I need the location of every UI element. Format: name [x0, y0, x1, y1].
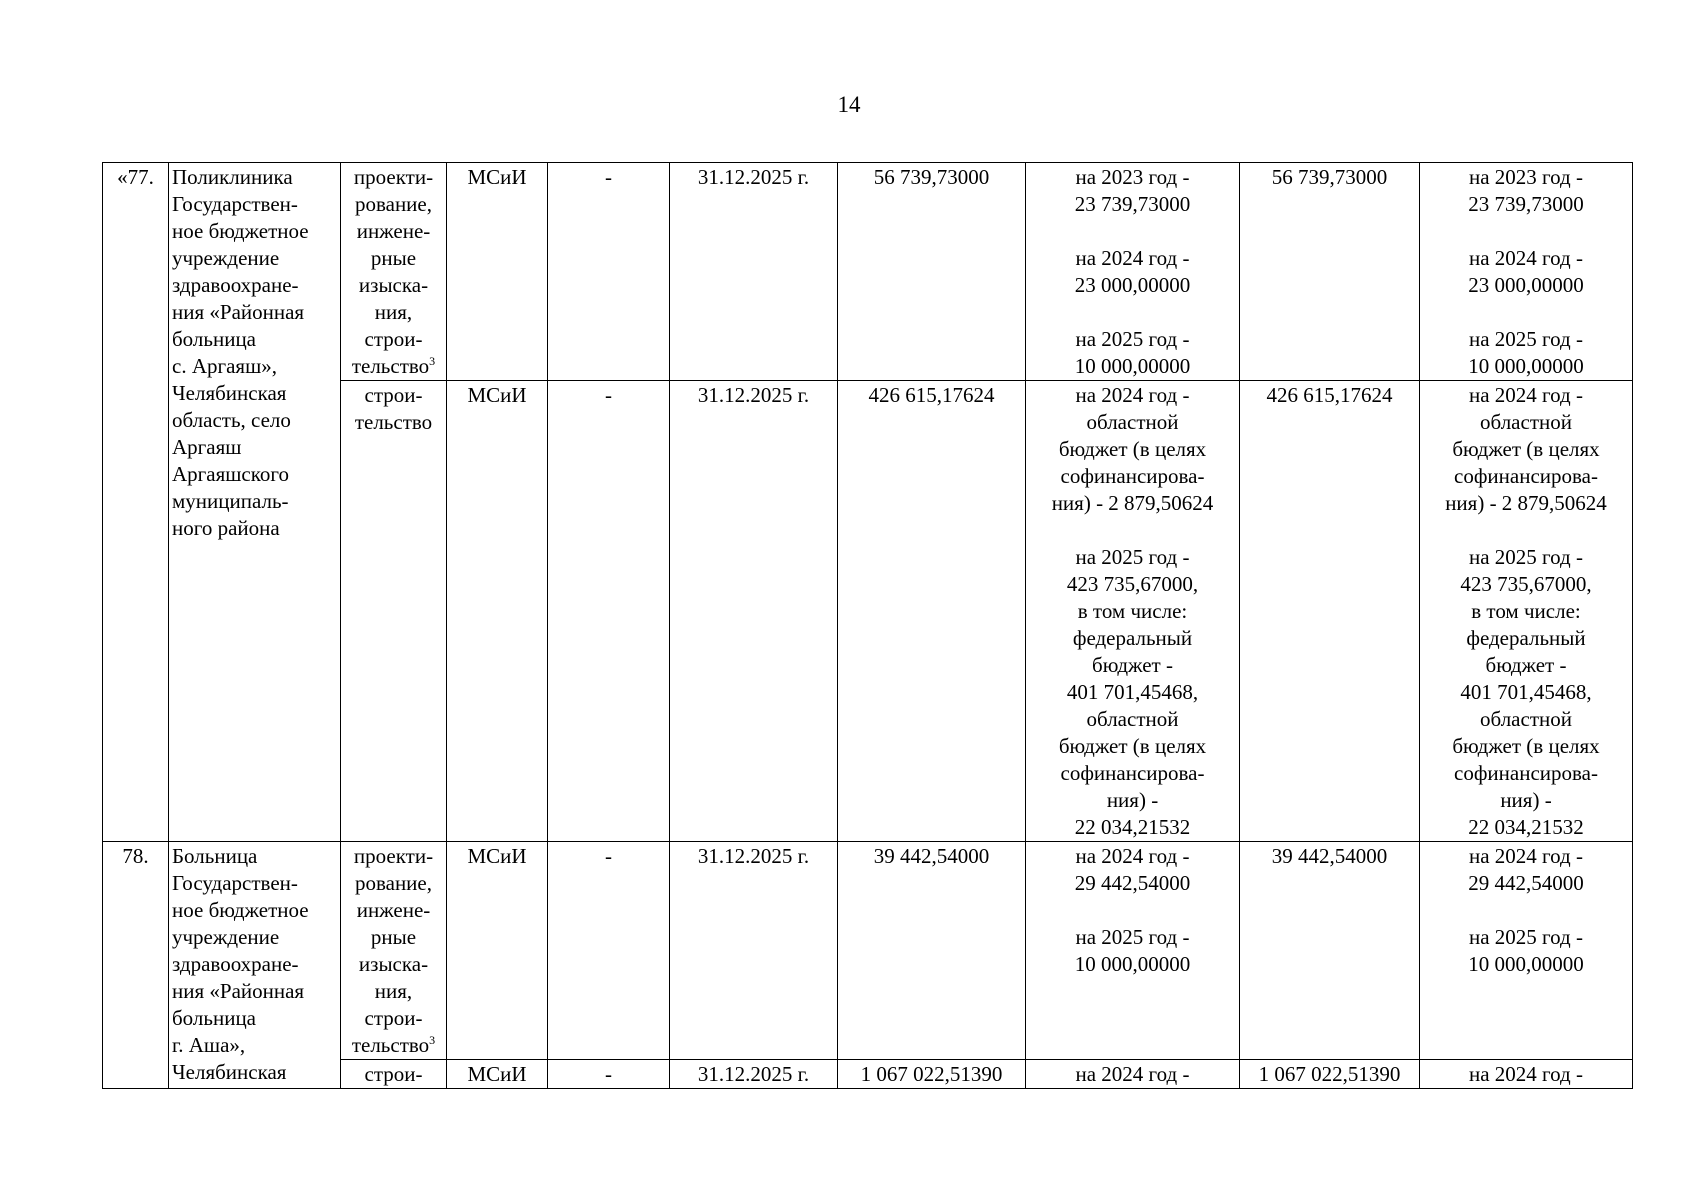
dash-cell: -	[548, 842, 670, 1060]
allocated-schedule-cell	[1420, 1060, 1633, 1089]
funding-line: 23 739,73000	[1074, 192, 1191, 216]
estimated-cost-cell: 426 615,17624	[838, 381, 1026, 842]
allocated-cost-cell: 1 067 022,51390	[1240, 1060, 1420, 1089]
work-type-line: строи-	[364, 1062, 423, 1086]
funding-schedule-cell	[1026, 842, 1240, 1060]
object-name-line: муниципаль-	[172, 489, 289, 513]
allocated-funding-line: бюджет (в целях	[1452, 437, 1600, 461]
allocated-funding-line: на 2025 год -	[1469, 925, 1583, 949]
funding-line: бюджет (в целях	[1058, 437, 1207, 461]
object-name-cell	[169, 163, 341, 842]
group-gap	[1029, 299, 1236, 326]
funding-line: 22 034,21532	[1074, 815, 1191, 839]
row-number-cell: 78.	[103, 842, 169, 1089]
work-type-line: строи-	[364, 327, 423, 351]
group-gap	[1423, 218, 1629, 245]
allocated-funding-line: областной	[1480, 410, 1572, 434]
allocated-schedule-cell	[1420, 163, 1633, 381]
work-type-line: рование,	[354, 871, 432, 895]
work-type-line: изыска-	[358, 273, 429, 297]
allocated-funding-line: на 2025 год -	[1469, 545, 1583, 569]
dash-cell: -	[548, 1060, 670, 1089]
work-type-cell	[341, 1060, 447, 1089]
deadline-cell: 31.12.2025 г.	[670, 381, 838, 842]
object-name-line: Челябинская	[172, 1060, 287, 1084]
object-name-line: больница	[172, 327, 256, 351]
allocated-cost-cell: 39 442,54000	[1240, 842, 1420, 1060]
deadline-cell: 31.12.2025 г.	[670, 163, 838, 381]
object-name-line: г. Аша»,	[172, 1033, 246, 1057]
funding-schedule-cell	[1026, 163, 1240, 381]
funding-line: областной	[1086, 410, 1179, 434]
allocated-funding-line: 401 701,45468,	[1460, 680, 1592, 704]
dash-cell: -	[548, 163, 670, 381]
work-type-cell	[341, 381, 447, 842]
work-type-line: ния,	[374, 300, 413, 324]
allocated-funding-line: софинансирова-	[1454, 464, 1598, 488]
object-name-line: Поликлиника	[172, 165, 293, 189]
dash-cell: -	[548, 381, 670, 842]
estimated-cost-cell: 56 739,73000	[838, 163, 1026, 381]
customer-cell: МСиИ	[447, 381, 548, 842]
object-name-line: ное бюджетное	[172, 898, 309, 922]
customer-cell: МСиИ	[447, 1060, 548, 1089]
object-name-line: Государствен-	[172, 871, 298, 895]
funding-line: на 2025 год -	[1075, 545, 1190, 569]
allocated-funding-line: 22 034,21532	[1468, 815, 1584, 839]
work-type-cell	[341, 163, 447, 381]
allocated-funding-line: на 2025 год -	[1469, 327, 1583, 351]
allocated-funding-line: 10 000,00000	[1468, 354, 1584, 378]
funding-schedule-cell	[1026, 381, 1240, 842]
footnote-mark: 3	[429, 1033, 436, 1047]
object-name-line: ния «Районная	[172, 300, 305, 324]
work-type-line: тельство$^3$	[351, 354, 436, 378]
estimated-cost-cell: 39 442,54000	[838, 842, 1026, 1060]
work-type-line: тельство$^3$	[351, 1033, 436, 1057]
group-gap	[1029, 218, 1236, 245]
work-type-line: рные	[370, 246, 417, 270]
object-name-line: ное бюджетное	[172, 219, 309, 243]
table-row	[103, 842, 1633, 1060]
allocated-funding-line: 29 442,54000	[1468, 871, 1584, 895]
work-type-line: изыска-	[358, 952, 429, 976]
group-gap	[1423, 897, 1629, 924]
object-name-line: Больница	[172, 844, 258, 868]
funding-line: 401 701,45468,	[1066, 680, 1199, 704]
funding-line: на 2024 год -	[1075, 1062, 1190, 1086]
funding-line: 423 735,67000,	[1066, 572, 1199, 596]
allocated-funding-line: 423 735,67000,	[1460, 572, 1592, 596]
table-row	[103, 163, 1633, 381]
allocated-cost-cell: 56 739,73000	[1240, 163, 1420, 381]
object-name-line: больница	[172, 1006, 256, 1030]
deadline-cell: 31.12.2025 г.	[670, 1060, 838, 1089]
allocated-funding-line: ния) - 2 879,50624	[1445, 491, 1607, 515]
allocated-funding-line: на 2024 год -	[1469, 246, 1583, 270]
funding-line: федеральный	[1072, 626, 1193, 650]
funding-schedule-cell	[1026, 1060, 1240, 1089]
object-name-line: Челябинская	[172, 381, 287, 405]
row-number-cell: «77.	[103, 163, 169, 842]
funding-line: в том числе:	[1077, 599, 1188, 623]
object-name-line: учреждение	[172, 246, 280, 270]
object-name-line: с. Аргаяш»,	[172, 354, 277, 378]
allocated-schedule-cell	[1420, 842, 1633, 1060]
deadline-cell: 31.12.2025 г.	[670, 842, 838, 1060]
object-name-line: Аргаяш	[172, 435, 242, 459]
object-name-line: Государствен-	[172, 192, 298, 216]
funding-line: на 2023 год -	[1075, 165, 1190, 189]
allocated-funding-line: ния) -	[1500, 788, 1552, 812]
work-type-line: инжене-	[356, 898, 431, 922]
work-type-line: рные	[370, 925, 417, 949]
work-type-line: рование,	[354, 192, 432, 216]
funding-line: на 2025 год -	[1075, 327, 1190, 351]
funding-line: бюджет -	[1092, 653, 1173, 677]
allocated-funding-line: в том числе:	[1471, 599, 1581, 623]
allocated-funding-line: на 2024 год -	[1469, 1062, 1583, 1086]
funding-line: на 2024 год -	[1075, 844, 1190, 868]
funding-line: на 2024 год -	[1075, 246, 1190, 270]
funding-line: на 2024 год -	[1075, 383, 1190, 407]
work-type-line: проекти-	[353, 165, 434, 189]
group-gap	[1423, 299, 1629, 326]
funding-line: ния) - 2 879,50624	[1051, 491, 1214, 515]
funding-line: софинансирова-	[1060, 464, 1205, 488]
page-number: 14	[837, 92, 861, 117]
footnote-mark: 3	[429, 354, 436, 368]
work-type-line: ния,	[374, 979, 413, 1003]
allocated-funding-line: софинансирова-	[1454, 761, 1598, 785]
object-name-cell	[169, 842, 341, 1089]
group-gap	[1029, 897, 1236, 924]
work-type-line: строи-	[364, 1006, 423, 1030]
object-name-line: учреждение	[172, 925, 280, 949]
funding-line: на 2025 год -	[1075, 925, 1190, 949]
funding-line: 29 442,54000	[1074, 871, 1191, 895]
objects-table	[102, 162, 1633, 1089]
allocated-funding-line: федеральный	[1466, 626, 1586, 650]
allocated-funding-line: бюджет -	[1485, 653, 1567, 677]
customer-cell: МСиИ	[447, 163, 548, 381]
object-name-line: Аргаяшского	[172, 462, 289, 486]
work-type-line: проекти-	[353, 844, 434, 868]
funding-line: 10 000,00000	[1074, 354, 1191, 378]
work-type-line: строи-	[364, 383, 423, 407]
allocated-funding-line: на 2024 год -	[1469, 383, 1583, 407]
group-gap	[1029, 517, 1236, 544]
group-gap	[1423, 517, 1629, 544]
funding-line: софинансирова-	[1060, 761, 1205, 785]
allocated-funding-line: на 2023 год -	[1469, 165, 1583, 189]
object-name-line: ния «Районная	[172, 979, 305, 1003]
funding-line: 23 000,00000	[1074, 273, 1191, 297]
allocated-schedule-cell	[1420, 381, 1633, 842]
allocated-funding-line: 23 739,73000	[1468, 192, 1584, 216]
allocated-funding-line: областной	[1480, 707, 1572, 731]
estimated-cost-cell: 1 067 022,51390	[838, 1060, 1026, 1089]
allocated-funding-line: бюджет (в целях	[1452, 734, 1600, 758]
customer-cell: МСиИ	[447, 842, 548, 1060]
allocated-funding-line: 10 000,00000	[1468, 952, 1584, 976]
object-name-line: здравоохране-	[172, 273, 299, 297]
funding-line: 10 000,00000	[1074, 952, 1191, 976]
object-name-line: здравоохране-	[172, 952, 299, 976]
work-type-cell	[341, 842, 447, 1060]
table-body	[103, 163, 1633, 1089]
funding-line: областной	[1086, 707, 1179, 731]
funding-line: бюджет (в целях	[1058, 734, 1207, 758]
object-name-line: ного района	[172, 516, 280, 540]
funding-line: ния) -	[1106, 788, 1159, 812]
allocated-funding-line: 23 000,00000	[1468, 273, 1584, 297]
work-type-line: тельство	[354, 410, 433, 434]
work-type-line: инжене-	[356, 219, 431, 243]
object-name-line: область, село	[172, 408, 291, 432]
allocated-funding-line: на 2024 год -	[1469, 844, 1583, 868]
allocated-cost-cell: 426 615,17624	[1240, 381, 1420, 842]
